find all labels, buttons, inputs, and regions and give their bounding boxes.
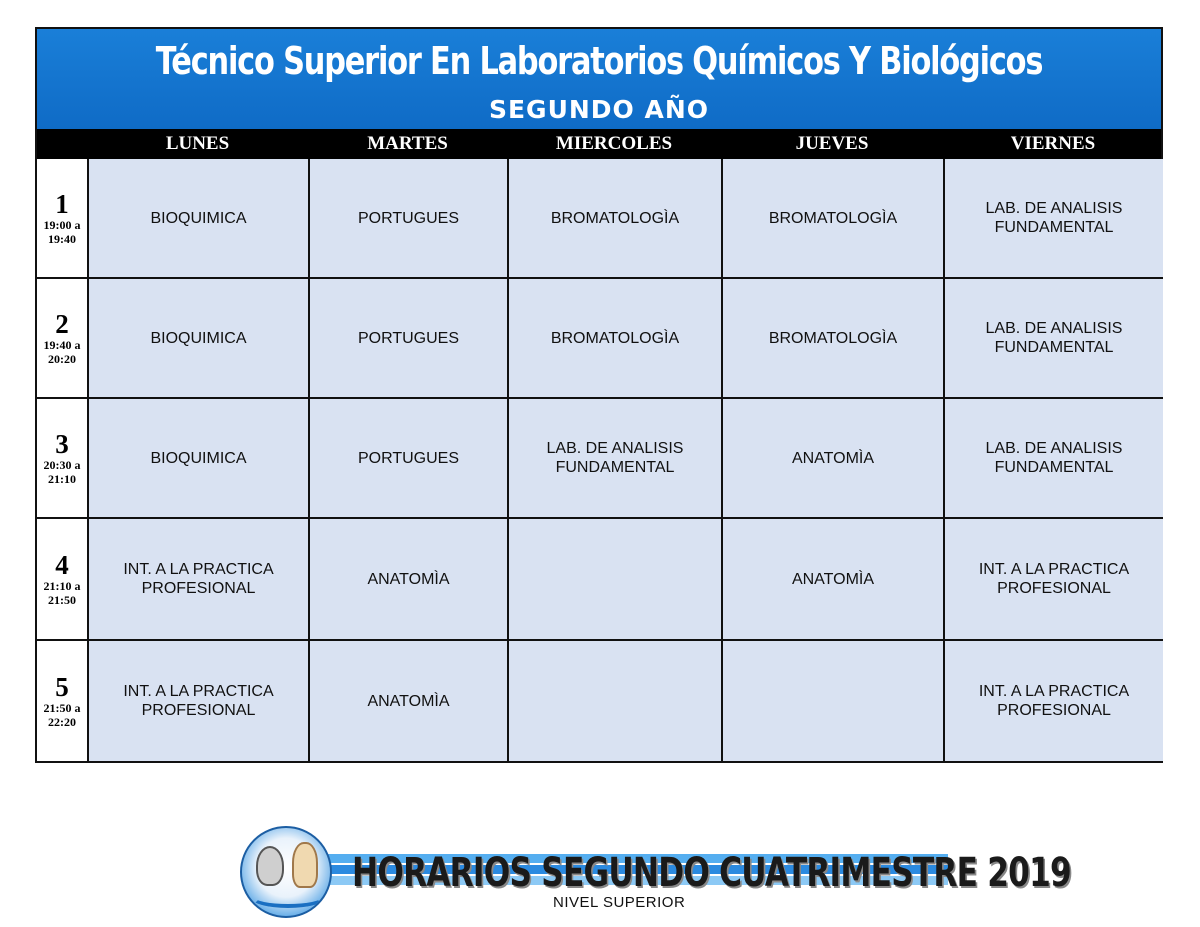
class-cell-friday: [943, 641, 1163, 761]
period-time: 19:40 a 20:20: [43, 338, 81, 366]
period-number: 1: [55, 189, 69, 219]
class-name: BIOQUIMICA: [150, 209, 247, 227]
period-label: [37, 641, 87, 761]
period-number: 4: [55, 550, 69, 580]
period-label: [37, 519, 87, 639]
class-cell-wednesday: [507, 399, 721, 517]
class-cell-monday: [87, 519, 308, 639]
period-number: 5: [55, 672, 69, 702]
day-header-thursday: JUEVES: [795, 133, 869, 154]
class-name: BROMATOLOGÌA: [768, 329, 898, 347]
class-name: ANATOMÌA: [367, 692, 450, 710]
class-name: LAB. DE ANALISIS FUNDAMENTAL: [546, 440, 684, 476]
period-row-1: [37, 159, 1161, 277]
class-cell-wednesday: [507, 519, 721, 639]
period-row-5: [37, 641, 1161, 761]
class-cell-monday: [87, 641, 308, 761]
class-cell-tuesday: [308, 519, 507, 639]
day-header-friday: VIERNES: [1010, 133, 1096, 154]
class-cell-tuesday: [308, 279, 507, 397]
class-name: BROMATOLOGÌA: [768, 209, 898, 227]
class-cell-monday: [87, 159, 308, 277]
period-label: [37, 159, 87, 277]
class-name: LAB. DE ANALISIS FUNDAMENTAL: [985, 320, 1123, 356]
class-cell-wednesday: [507, 279, 721, 397]
footer-subtitle: NIVEL SUPERIOR: [553, 894, 686, 911]
period-row-4: [37, 519, 1161, 639]
class-cell-friday: [943, 519, 1163, 639]
period-time: 21:10 a 21:50: [43, 579, 81, 607]
day-header-row: [37, 129, 1161, 159]
class-cell-friday: [943, 399, 1163, 517]
class-name: INT. A LA PRACTICA PROFESIONAL: [978, 683, 1130, 719]
class-cell-tuesday: [308, 641, 507, 761]
schedule-table: [35, 27, 1163, 763]
header-banner: [37, 29, 1161, 129]
class-name: BIOQUIMICA: [150, 449, 247, 467]
schedule-grid: [37, 159, 1161, 763]
saint-figure-icon: [292, 842, 318, 888]
period-time: 19:00 a 19:40: [43, 218, 81, 246]
class-name: INT. A LA PRACTICA PROFESIONAL: [123, 561, 274, 597]
class-name: INT. A LA PRACTICA PROFESIONAL: [123, 683, 274, 719]
class-name: PORTUGUES: [357, 449, 460, 467]
class-cell-monday: [87, 399, 308, 517]
class-name: BROMATOLOGÌA: [550, 209, 680, 227]
day-header-wednesday: MIERCOLES: [555, 133, 673, 154]
swoosh-icon: [250, 886, 326, 908]
class-name: ANATOMÌA: [791, 570, 875, 588]
period-number: 2: [55, 309, 69, 339]
footer: [240, 826, 1071, 921]
year-subtitle: SEGUNDO AÑO: [488, 95, 710, 124]
page-title: Técnico Superior En Laboratorios Químicos Y Biológicos: [155, 39, 1043, 83]
class-cell-wednesday: [507, 641, 721, 761]
class-cell-thursday: [721, 159, 943, 277]
class-name: ANATOMÌA: [791, 449, 875, 467]
class-name: INT. A LA PRACTICA PROFESIONAL: [978, 561, 1130, 597]
class-name: PORTUGUES: [357, 329, 460, 347]
class-cell-tuesday: [308, 159, 507, 277]
class-name: BIOQUIMICA: [150, 329, 247, 347]
class-name: LAB. DE ANALISIS FUNDAMENTAL: [985, 440, 1123, 476]
institution-logo-icon: [240, 826, 332, 918]
period-time: 20:30 a 21:10: [43, 458, 81, 486]
class-name: BROMATOLOGÌA: [550, 329, 680, 347]
class-cell-thursday: [721, 519, 943, 639]
class-cell-tuesday: [308, 399, 507, 517]
period-label: [37, 279, 87, 397]
period-label: [37, 399, 87, 517]
class-cell-friday: [943, 159, 1163, 277]
period-number: 3: [55, 429, 69, 459]
period-row-2: [37, 279, 1161, 397]
day-header-tuesday: MARTES: [367, 133, 448, 154]
period-row-3: [37, 399, 1161, 517]
class-cell-friday: [943, 279, 1163, 397]
class-cell-thursday: [721, 641, 943, 761]
class-cell-thursday: [721, 279, 943, 397]
portrait-icon: [256, 846, 284, 886]
class-cell-thursday: [721, 399, 943, 517]
class-name: PORTUGUES: [357, 209, 460, 227]
period-time: 21:50 a 22:20: [43, 701, 81, 729]
day-header-monday: LUNES: [165, 133, 230, 154]
class-name: LAB. DE ANALISIS FUNDAMENTAL: [985, 200, 1123, 236]
class-cell-wednesday: [507, 159, 721, 277]
footer-title: HORARIOS SEGUNDO CUATRIMESTRE 2019: [352, 850, 1071, 896]
class-cell-monday: [87, 279, 308, 397]
class-name: ANATOMÌA: [367, 570, 450, 588]
